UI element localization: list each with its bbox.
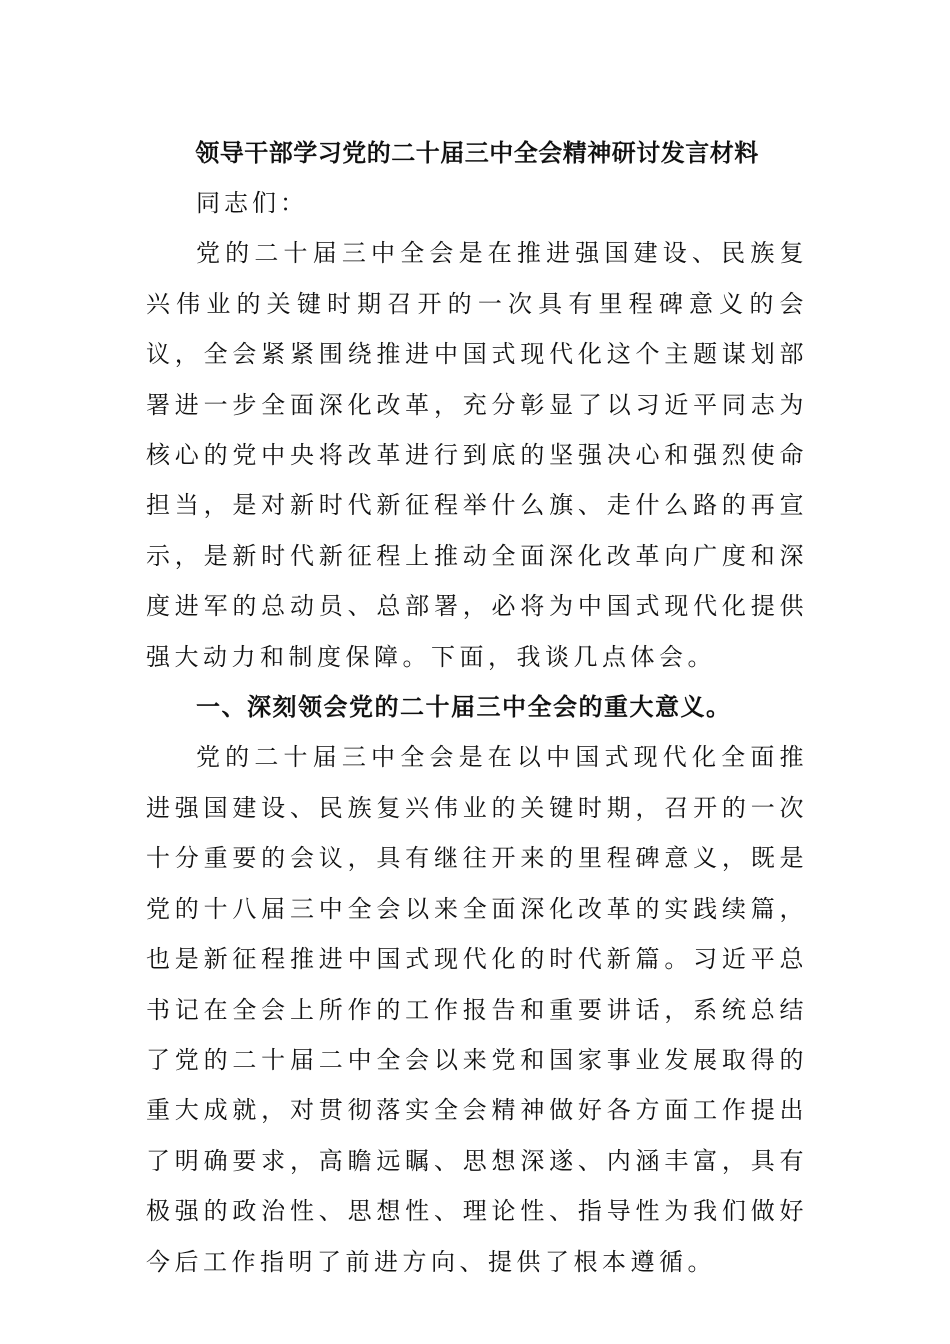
intro-paragraph: 党的二十届三中全会是在推进强国建设、民族复兴伟业的关键时期召开的一次具有里程碑意义的会议，全会紧紧围绕推进中国式现代化这个主题谋划部署进一步全面深化改革，充分彰显了以习近平同志为核心的党中央将改革进行到底的坚强决心和强烈使命担当，是对新时代新征程举什么旗、走什么路的再宣示，是新时代新征程上推动全面深化改革向广度和深度进军的总动员、总部署，必将为中国式现代化提供强大动力和制度保障。下面，我谈几点体会。 [146,239,808,671]
section-heading: 一、深刻领会党的二十届三中全会的重大意义。 [196,693,732,722]
salutation: 同志们： [196,189,308,217]
section-paragraph: 党的二十届三中全会是在以中国式现代化全面推进强国建设、民族复兴伟业的关键时期，召开的一次十分重要的会议，具有继往开来的里程碑意义，既是党的十八届三中全会以来全面深化改革的实践续篇，也是新征程推进中国式现代化的时代新篇。习近平总书记在全会上所作的工作报告和重要讲话，系统总结了党的二十届二中全会以来党和国家事业发展取得的重大成就，对贯彻落实全会精神做好各方面工作提出了明确要求，高瞻远瞩、思想深遂、内涵丰富，具有极强的政治性、思想性、理论性、指导性为我们做好今后工作指明了前进方向、提供了根本遵循。 [146,743,808,1276]
document-title: 领导干部学习党的二十届三中全会精神研讨发言材料 [195,139,759,167]
document-body [146,128,808,1287]
